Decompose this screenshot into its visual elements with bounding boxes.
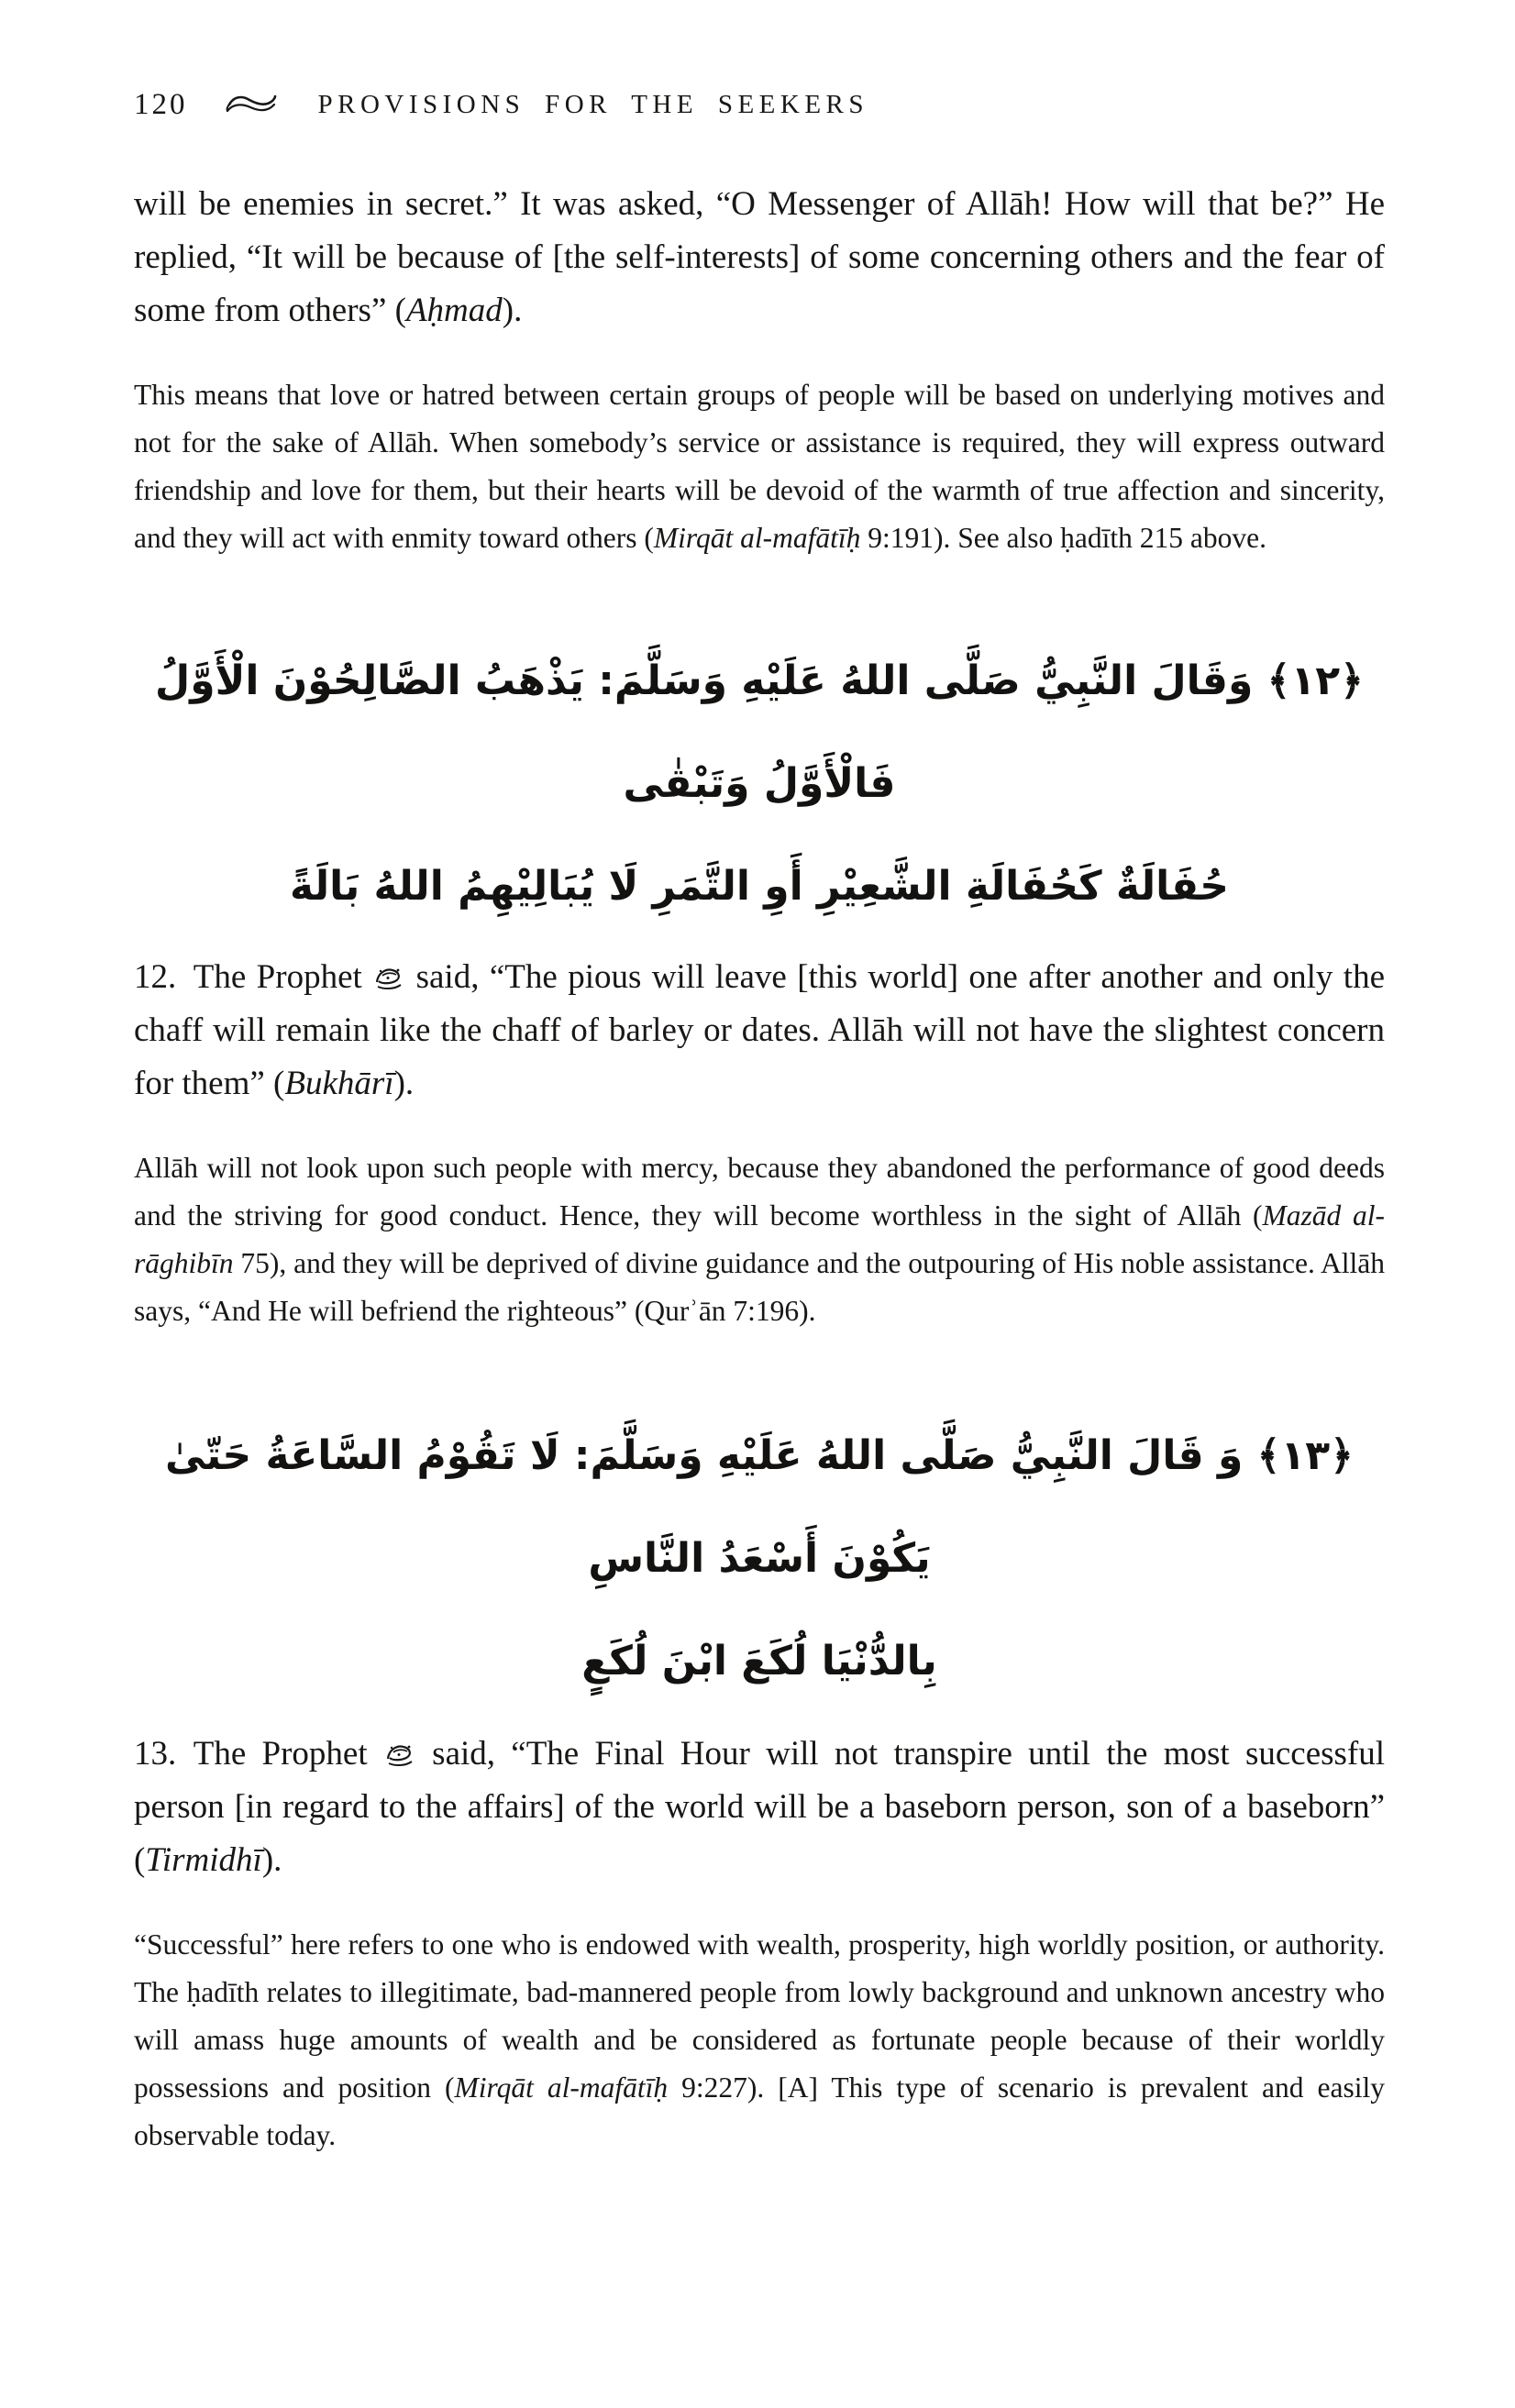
- swash-ornament-icon: [225, 92, 278, 124]
- hadith-13-arabic: [134, 1405, 1385, 1713]
- prophet-honorific-icon: [383, 1732, 416, 1762]
- source-citation: Aḥmad: [405, 292, 503, 329]
- commentary-hadith-11: [134, 371, 1385, 562]
- text-segment: This means that love or hatred between certain groups of people will be based on underlying motives and not for the sake of Allāh. When somebody’s service or assistance is required, they will express outward friendship and love for them, but their hearts will be devoid of the warmth of true affection and sincerity, and they will act with enmity toward others (: [134, 379, 1385, 554]
- running-title: PROVISIONS FOR THE SEEKERS: [317, 89, 869, 119]
- commentary-hadith-13: [134, 1921, 1385, 2159]
- hadith-13-translation: [134, 1728, 1385, 1887]
- source-citation: Mirqāt al-mafātīḥ: [653, 522, 861, 554]
- source-citation: Mazād al-rāghibīn: [134, 1199, 1385, 1279]
- text-segment: Allāh will not look upon such people with mercy, because they abandoned the performance of good deeds and the striving for good conduct. Hence, they will become worthless in the sight of Allāh (: [134, 1152, 1385, 1232]
- hadith-12-arabic-line-2: حُفَالَةٌ كَحُفَالَةِ الشَّعِيْرِ أَوِ التَّمَرِ لَا يُبَالِيْهِمُ اللهُ بَالَةً: [289, 863, 1230, 910]
- source-citation: Mirqāt al-mafātīḥ: [454, 2071, 669, 2104]
- text-segment: “Successful” here refers to one who is endowed with wealth, prosperity, high worldly position, or authority. The ḥadīth relates to illegitimate, bad-mannered people from lowly background and unknown ancestry who will amass huge amounts of wealth and be considered as fortunate people because of their worldly possessions and position (: [134, 1928, 1385, 2104]
- source-citation: Tirmidhī: [145, 1841, 262, 1879]
- text-segment: 75), and they will be deprived of divine guidance and the outpouring of His noble assistance. Allāh says, “And He will befriend the righteous” (Qurʾān 7:196).: [134, 1247, 1385, 1327]
- text-segment: ).: [502, 292, 523, 329]
- text-segment: ).: [393, 1065, 415, 1102]
- hadith-12-translation: [134, 951, 1385, 1110]
- text-segment: will be enemies in secret.” It was asked, “O Messenger of Allāh! How will that be?” He replied, “It will be because of [the self-interests] of some concerning others and the fear of some from others” (: [134, 185, 1385, 329]
- text-segment: 9:191). See also ḥadīth 215 above.: [860, 522, 1266, 554]
- prophet-honorific-icon: [372, 955, 405, 985]
- commentary-hadith-12: [134, 1144, 1385, 1335]
- hadith-12-arabic-line-1: ﴿١٢﴾ وَقَالَ النَّبِيُّ صَلَّى اللهُ عَلَيْهِ وَسَلَّمَ: يَذْهَبُ الصَّالِحُوْنَ الْأَوَّلُ فَالْأَوَّلُ وَتَبْقٰى: [155, 657, 1364, 807]
- hadith-12-arabic: [134, 630, 1385, 938]
- hadith-12-number-lead: 12. The Prophet: [134, 958, 373, 996]
- text-segment: said, “The pious will leave [this world] one after another and only the chaff will remain like the chaff of barley or dates. Allāh will not have the slightest concern for them” (: [134, 958, 1385, 1102]
- hadith-13-arabic-line-1: ﴿١٣﴾ وَ قَالَ النَّبِيُّ صَلَّى اللهُ عَلَيْهِ وَسَلَّمَ: لَا تَقُوْمُ السَّاعَةُ حَتّىٰ يَكُوْنَ أَسْعَدُ النَّاسِ: [165, 1432, 1354, 1582]
- running-head: [134, 84, 1385, 125]
- source-citation: Bukhārī: [284, 1065, 394, 1102]
- hadith-13-number-lead: 13. The Prophet: [134, 1735, 383, 1773]
- hadith-13-arabic-line-2: بِالدُّنْيَا لُكَعَ ابْنَ لُكَعٍ: [581, 1638, 937, 1684]
- page-number: 120: [134, 87, 188, 121]
- text-segment: 9:227). [A] This type of scenario is prevalent and easily observable today.: [134, 2071, 1386, 2151]
- text-segment: said, “The Final Hour will not transpire until the most successful person [in regard to the affairs] of the world will be a baseborn person, son of a baseborn” (: [134, 1735, 1386, 1879]
- hadith-11-translation-end: [134, 178, 1385, 337]
- text-segment: ).: [261, 1841, 282, 1879]
